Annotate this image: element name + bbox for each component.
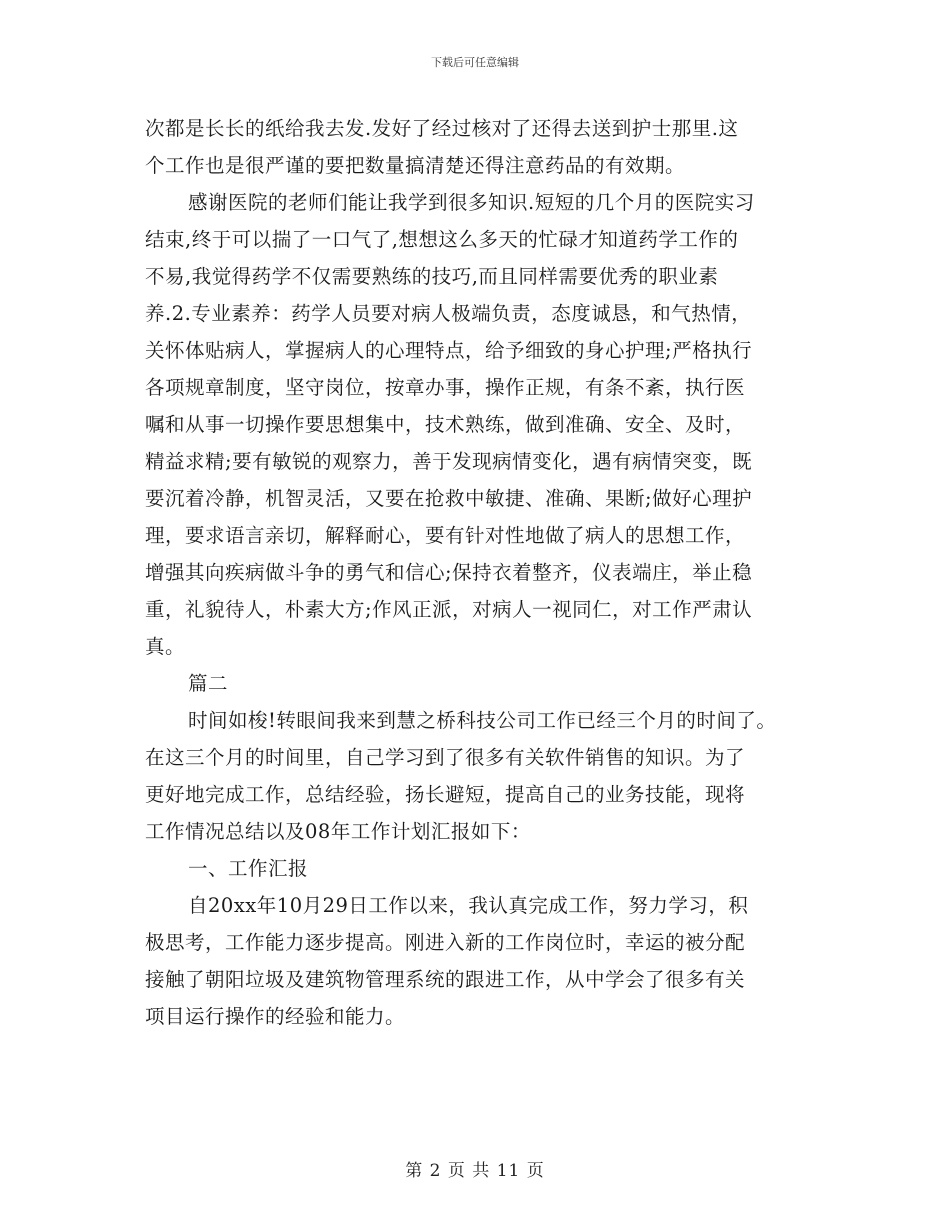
page-number: 第 2 页 共 11 页 bbox=[405, 1161, 545, 1181]
text-line: 不易,我觉得药学不仅需要熟练的技巧,而且同样需要优秀的职业素 bbox=[145, 265, 719, 288]
text-line: 个工作也是很严谨的要把数量搞清楚还得注意药品的有效期。 bbox=[145, 154, 686, 177]
text-line: 各项规章制度，坚守岗位，按章办事，操作正规，有条不紊，执行医 bbox=[145, 376, 746, 399]
text-line: 理，要求语言亲切，解释耐心，要有针对性地做了病人的思想工作， bbox=[145, 524, 746, 547]
text-line: 在这三个月的时间里，自己学习到了很多有关软件销售的知识。为了 bbox=[145, 746, 746, 769]
text-line: 一、工作汇报 bbox=[188, 857, 309, 880]
text-line: 极思考，工作能力逐步提高。刚进入新的工作岗位时，幸运的被分配 bbox=[145, 931, 746, 954]
text-line: 嘱和从事一切操作要思想集中，技术熟练，做到准确、安全、及时， bbox=[145, 413, 746, 436]
text-line: 感谢医院的老师们能让我学到很多知识.短短的几个月的医院实习 bbox=[188, 191, 755, 214]
text-line: 结束,终于可以揣了一口气了,想想这么多天的忙碌才知道药学工作的 bbox=[145, 228, 739, 251]
text-line: 关怀体贴病人，掌握病人的心理特点，给予细致的身心护理;严格执行 bbox=[145, 339, 753, 362]
text-line: 更好地完成工作，总结经验，扬长避短，提高自己的业务技能，现将 bbox=[145, 783, 746, 806]
text-line: 项目运行操作的经验和能力。 bbox=[145, 1005, 406, 1028]
text-line: 次都是长长的纸给我去发.发好了经过核对了还得去送到护士那里.这 bbox=[145, 117, 739, 140]
text-line: 增强其向疾病做斗争的勇气和信心;保持衣着整齐，仪表端庄，举止稳 bbox=[145, 561, 753, 584]
document-body bbox=[145, 110, 825, 1035]
text-line: 篇二 bbox=[188, 672, 229, 695]
text-line: 真。 bbox=[145, 635, 186, 658]
text-line: 时间如梭!转眼间我来到慧之桥科技公司工作已经三个月的时间了。 bbox=[188, 709, 777, 732]
text-line: 要沉着冷静，机智灵活，又要在抢救中敏捷、准确、果断;做好心理护 bbox=[145, 487, 753, 510]
text-line: 工作情况总结以及08年工作计划汇报如下： bbox=[145, 820, 531, 843]
text-line: 养.2.专业素养：药学人员要对病人极端负责，态度诚恳，和气热情， bbox=[145, 302, 752, 325]
text-line: 重，礼貌待人，朴素大方;作风正派，对病人一视同仁，对工作严肃认 bbox=[145, 598, 753, 621]
page-header: 下载后可任意编辑 bbox=[431, 56, 519, 69]
text-line: 精益求精;要有敏锐的观察力，善于发现病情变化，遇有病情突变，既 bbox=[145, 450, 753, 473]
text-line: 自20xx年10月29日工作以来，我认真完成工作，努力学习，积 bbox=[188, 894, 749, 917]
text-line: 接触了朝阳垃圾及建筑物管理系统的跟进工作，从中学会了很多有关 bbox=[145, 968, 746, 991]
